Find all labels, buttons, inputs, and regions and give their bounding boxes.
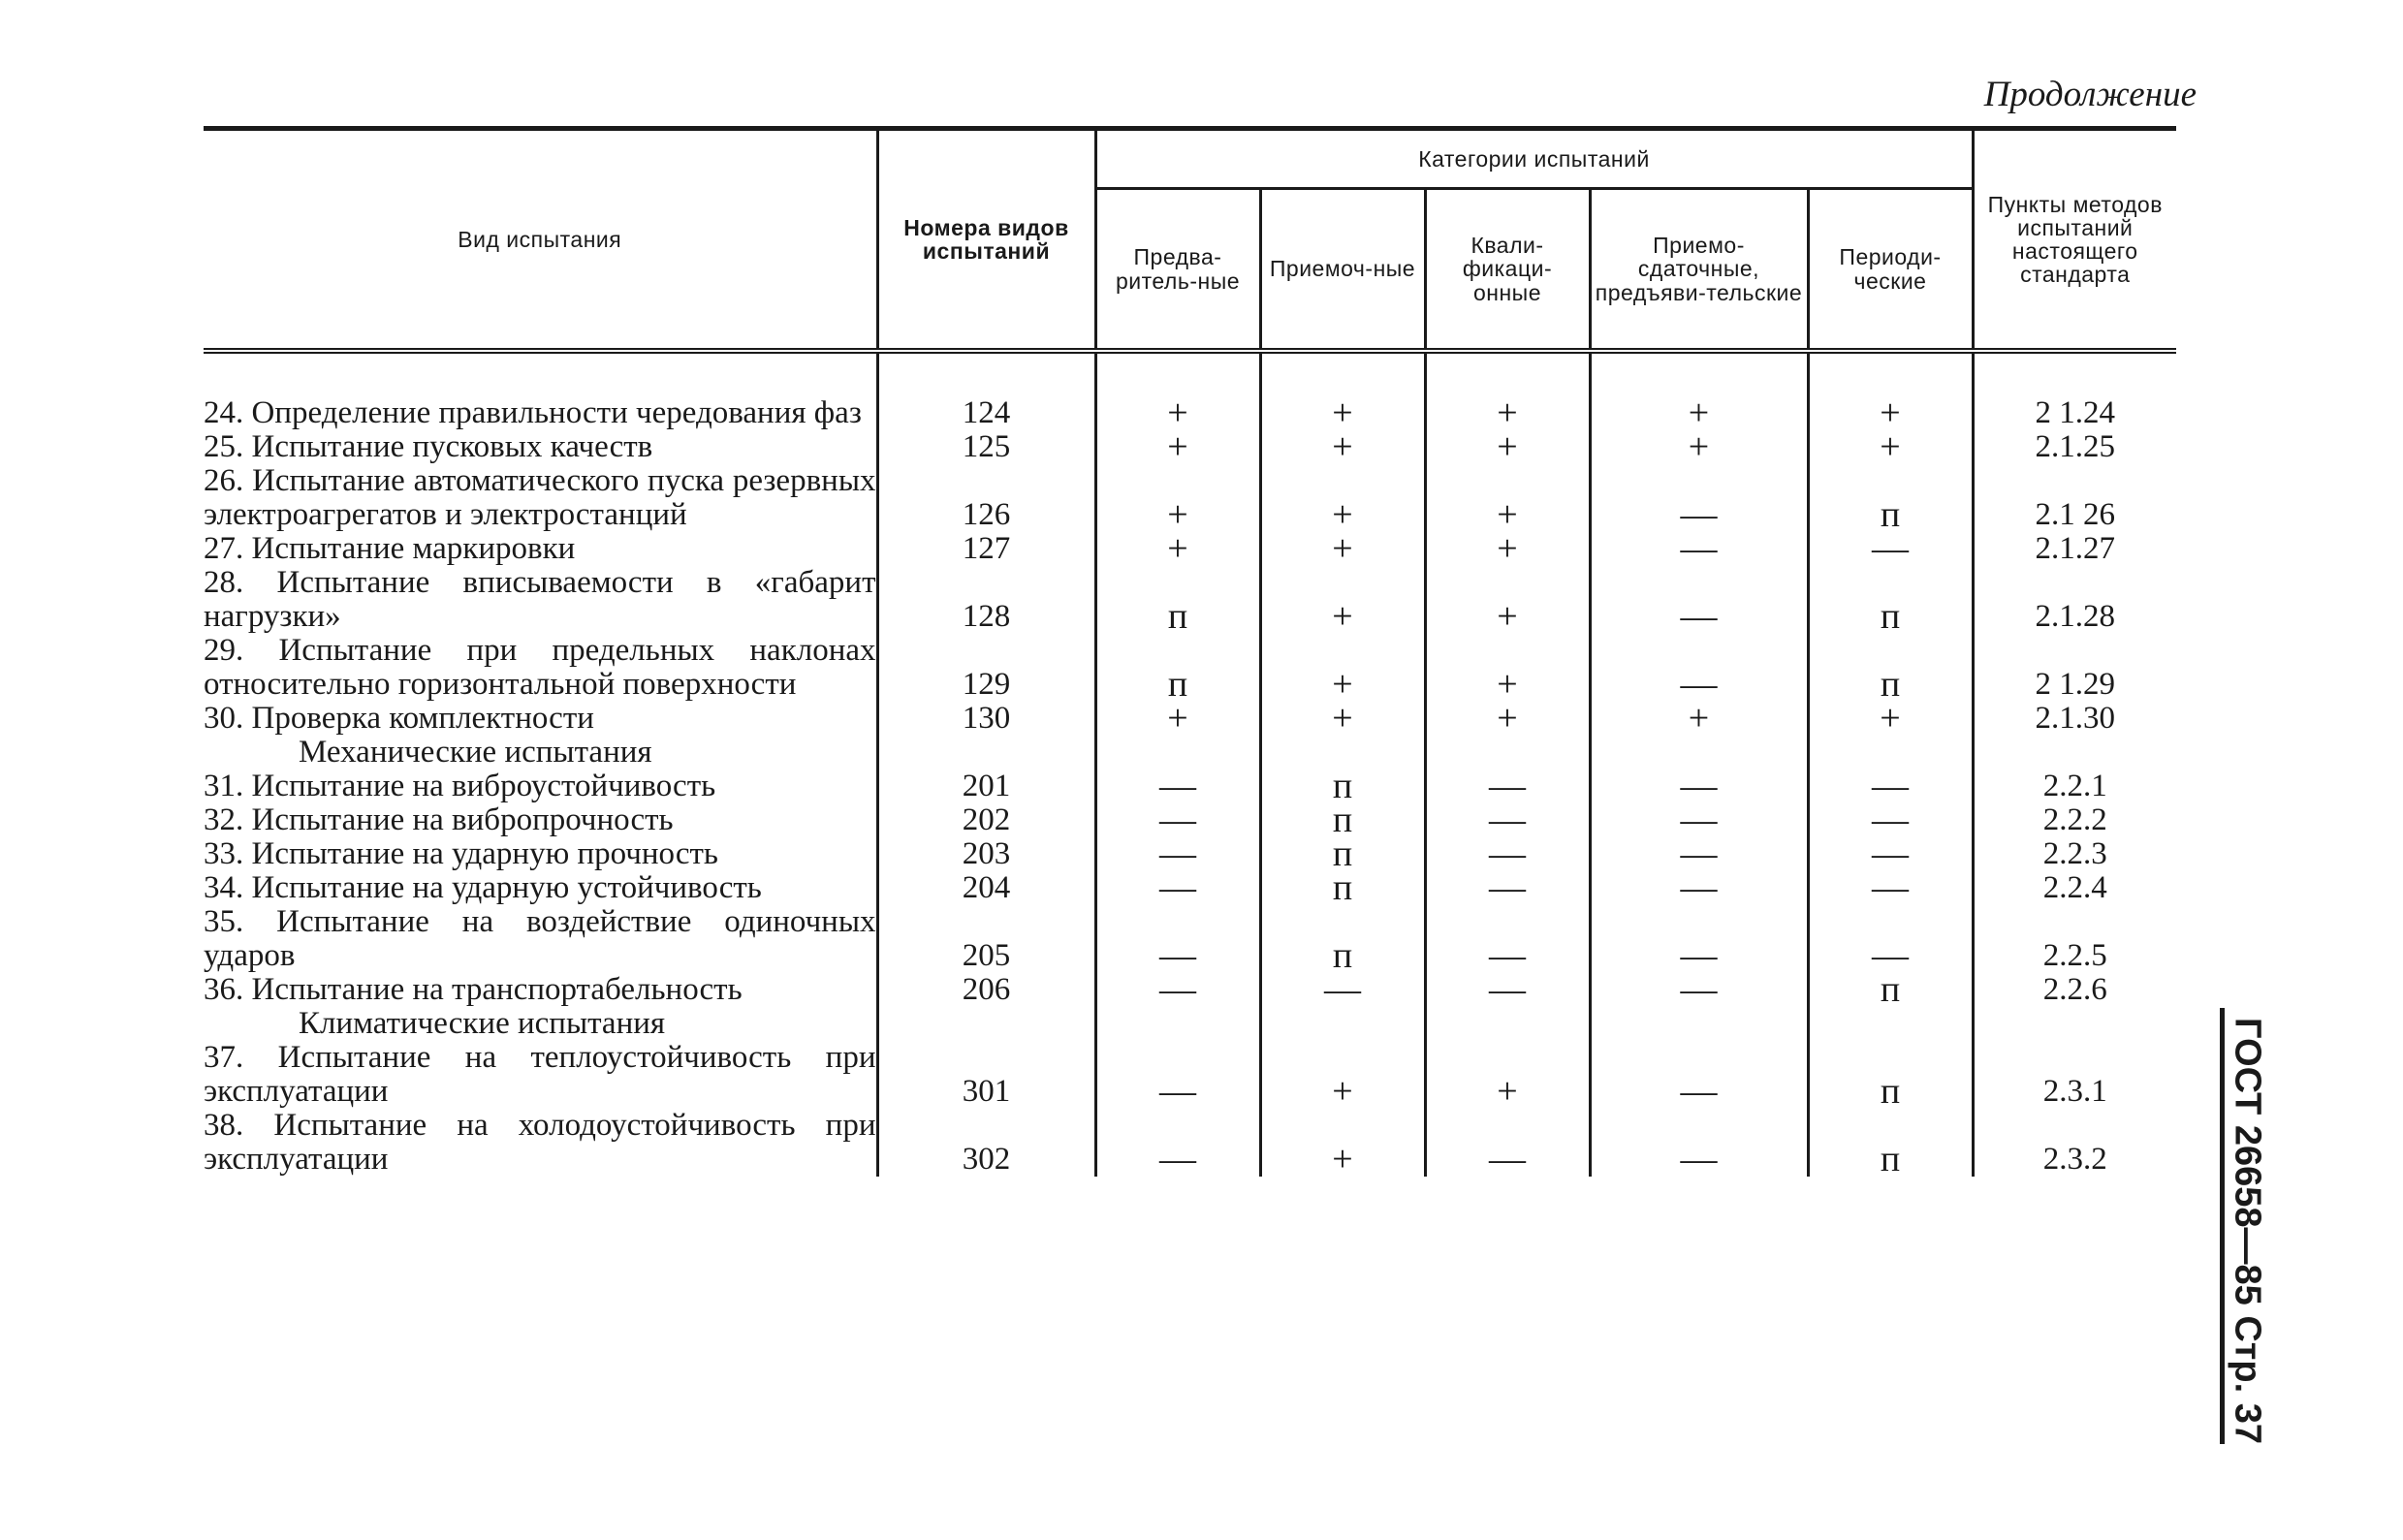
header-categories: Категории испытаний: [1095, 129, 1973, 189]
header-preliminary: Предва-ритель-ные: [1095, 189, 1260, 352]
test-name: 35. Испытание на воздействие одиночных ударов: [204, 904, 876, 973]
test-name: 37. Испытание на теплоустойчивость при эксплуатации: [204, 1040, 876, 1109]
periodic-mark: —: [1808, 871, 1973, 905]
acceptance-mark: +: [1260, 464, 1425, 532]
delivery-mark: —: [1590, 837, 1808, 871]
qualification-mark: —: [1425, 1109, 1590, 1177]
method-clause: 2.2.4: [1973, 871, 2176, 905]
delivery-mark: —: [1590, 905, 1808, 973]
acceptance-mark: п: [1260, 837, 1425, 871]
test-number: 202: [877, 803, 1095, 837]
method-clause: 2.2.5: [1973, 905, 2176, 973]
method-clause: 2.1.30: [1973, 702, 2176, 736]
acceptance-mark: +: [1260, 1109, 1425, 1177]
periodic-mark: п: [1808, 634, 1973, 702]
test-name: 26. Испытание автоматического пуска резервных электроагрегатов и электростанций: [204, 463, 876, 532]
preliminary-mark: +: [1095, 464, 1260, 532]
table-row: [204, 634, 2176, 702]
header-method-clauses: Пункты методов испытаний настоящего стандарта: [1973, 129, 2176, 352]
qualification-mark: +: [1425, 532, 1590, 566]
table-row: [204, 464, 2176, 532]
empty-cell: [1095, 736, 1260, 770]
delivery-mark: +: [1590, 351, 1808, 430]
acceptance-mark: п: [1260, 905, 1425, 973]
empty-cell: [1808, 736, 1973, 770]
continuation-label: Продолжение: [1983, 75, 2197, 114]
periodic-mark: —: [1808, 770, 1973, 803]
test-number: 124: [877, 351, 1095, 430]
test-number: 201: [877, 770, 1095, 803]
test-name: 29. Испытание при предельных наклонах относительно горизонтальной поверхности: [204, 633, 876, 702]
delivery-mark: —: [1590, 973, 1808, 1007]
test-number: 204: [877, 871, 1095, 905]
table-row: [204, 871, 2176, 905]
periodic-mark: —: [1808, 532, 1973, 566]
test-number: 129: [877, 634, 1095, 702]
delivery-mark: +: [1590, 702, 1808, 736]
qualification-mark: —: [1425, 973, 1590, 1007]
periodic-mark: +: [1808, 351, 1973, 430]
header-delivery: Приемо-сдаточные, предъяви-тельские: [1590, 189, 1808, 352]
preliminary-mark: +: [1095, 351, 1260, 430]
periodic-mark: п: [1808, 1041, 1973, 1109]
test-name: 27. Испытание маркировки: [204, 531, 576, 566]
qualification-mark: —: [1425, 770, 1590, 803]
test-name: 25. Испытание пусковых качеств: [204, 429, 653, 464]
qualification-mark: —: [1425, 803, 1590, 837]
periodic-mark: —: [1808, 803, 1973, 837]
method-clause: 2 1.24: [1973, 351, 2176, 430]
acceptance-mark: +: [1260, 532, 1425, 566]
delivery-mark: —: [1590, 770, 1808, 803]
table-row: [204, 973, 2176, 1007]
preliminary-mark: +: [1095, 702, 1260, 736]
empty-cell: [1260, 1007, 1425, 1041]
acceptance-mark: +: [1260, 634, 1425, 702]
table-row: [204, 803, 2176, 837]
test-name: 34. Испытание на ударную устойчивость: [204, 870, 762, 905]
test-name: 36. Испытание на транспортабельность: [204, 972, 743, 1007]
section-title: Механические испытания: [299, 735, 652, 770]
method-clause: 2.2.2: [1973, 803, 2176, 837]
empty-cell: [1425, 736, 1590, 770]
acceptance-mark: +: [1260, 566, 1425, 634]
acceptance-mark: +: [1260, 351, 1425, 430]
tests-table: [204, 126, 2176, 1177]
empty-cell: [1590, 736, 1808, 770]
preliminary-mark: —: [1095, 770, 1260, 803]
table-row: [204, 837, 2176, 871]
table-row: [204, 702, 2176, 736]
delivery-mark: —: [1590, 634, 1808, 702]
table-row: [204, 905, 2176, 973]
test-name: 24. Определение правильности чередования фаз: [204, 395, 862, 430]
delivery-mark: —: [1590, 566, 1808, 634]
header-periodic: Периоди-ческие: [1808, 189, 1973, 352]
test-name: 32. Испытание на вибропрочность: [204, 802, 674, 837]
periodic-mark: п: [1808, 973, 1973, 1007]
test-number: 126: [877, 464, 1095, 532]
empty-cell: [877, 736, 1095, 770]
test-name: 31. Испытание на виброустойчивость: [204, 769, 716, 803]
method-clause: 2.3.1: [1973, 1041, 2176, 1109]
acceptance-mark: +: [1260, 430, 1425, 464]
delivery-mark: —: [1590, 532, 1808, 566]
method-clause: 2.1.25: [1973, 430, 2176, 464]
qualification-mark: +: [1425, 702, 1590, 736]
method-clause: 2.1.28: [1973, 566, 2176, 634]
empty-cell: [1425, 1007, 1590, 1041]
test-name: 28. Испытание вписываемости в «габарит нагрузки»: [204, 565, 876, 634]
periodic-mark: п: [1808, 464, 1973, 532]
section-row: [204, 736, 2176, 770]
test-number: 301: [877, 1041, 1095, 1109]
preliminary-mark: —: [1095, 837, 1260, 871]
preliminary-mark: —: [1095, 1041, 1260, 1109]
acceptance-mark: п: [1260, 770, 1425, 803]
preliminary-mark: п: [1095, 566, 1260, 634]
empty-cell: [1260, 736, 1425, 770]
preliminary-mark: п: [1095, 634, 1260, 702]
test-name: 33. Испытание на ударную прочность: [204, 836, 718, 871]
acceptance-mark: +: [1260, 1041, 1425, 1109]
preliminary-mark: —: [1095, 905, 1260, 973]
section-row: [204, 1007, 2176, 1041]
method-clause: 2.2.3: [1973, 837, 2176, 871]
table-row: [204, 351, 2176, 430]
empty-cell: [877, 1007, 1095, 1041]
preliminary-mark: —: [1095, 973, 1260, 1007]
method-clause: 2.1 26: [1973, 464, 2176, 532]
delivery-mark: —: [1590, 871, 1808, 905]
qualification-mark: +: [1425, 566, 1590, 634]
test-number: 205: [877, 905, 1095, 973]
qualification-mark: +: [1425, 464, 1590, 532]
acceptance-mark: +: [1260, 702, 1425, 736]
page-footer-standard: ГОСТ 26658—85 Стр. 37: [2227, 1018, 2268, 1445]
test-number: 127: [877, 532, 1095, 566]
header-test-numbers: Номера видов испытаний: [877, 129, 1095, 352]
header-acceptance: Приемоч-ные: [1260, 189, 1425, 352]
delivery-mark: —: [1590, 1041, 1808, 1109]
empty-cell: [1590, 1007, 1808, 1041]
method-clause: 2.3.2: [1973, 1109, 2176, 1177]
periodic-mark: +: [1808, 702, 1973, 736]
table-body: [204, 351, 2176, 1177]
preliminary-mark: —: [1095, 1109, 1260, 1177]
method-clause: 2.2.1: [1973, 770, 2176, 803]
table-header: [204, 129, 2176, 352]
qualification-mark: +: [1425, 634, 1590, 702]
periodic-mark: —: [1808, 905, 1973, 973]
header-test-type: Вид испытания: [458, 226, 622, 252]
method-clause: 2 1.29: [1973, 634, 2176, 702]
test-number: 302: [877, 1109, 1095, 1177]
preliminary-mark: —: [1095, 803, 1260, 837]
method-clause: 2.1.27: [1973, 532, 2176, 566]
test-name: 38. Испытание на холодоустойчивость при эксплуатации: [204, 1108, 876, 1177]
periodic-mark: —: [1808, 837, 1973, 871]
periodic-mark: п: [1808, 1109, 1973, 1177]
table-row: [204, 1041, 2176, 1109]
table-row: [204, 532, 2176, 566]
acceptance-mark: п: [1260, 803, 1425, 837]
delivery-mark: —: [1590, 464, 1808, 532]
qualification-mark: +: [1425, 351, 1590, 430]
table-row: [204, 430, 2176, 464]
acceptance-mark: —: [1260, 973, 1425, 1007]
qualification-mark: +: [1425, 1041, 1590, 1109]
table-row: [204, 770, 2176, 803]
qualification-mark: —: [1425, 837, 1590, 871]
periodic-mark: п: [1808, 566, 1973, 634]
test-number: 130: [877, 702, 1095, 736]
test-number: 203: [877, 837, 1095, 871]
table-row: [204, 1109, 2176, 1177]
qualification-mark: +: [1425, 430, 1590, 464]
test-name: 30. Проверка комплектности: [204, 701, 594, 736]
test-number: 128: [877, 566, 1095, 634]
method-clause: 2.2.6: [1973, 973, 2176, 1007]
test-number: 206: [877, 973, 1095, 1007]
qualification-mark: —: [1425, 905, 1590, 973]
preliminary-mark: +: [1095, 430, 1260, 464]
empty-cell: [1973, 736, 2176, 770]
empty-cell: [1095, 1007, 1260, 1041]
test-number: 125: [877, 430, 1095, 464]
section-title: Климатические испытания: [299, 1006, 666, 1041]
periodic-mark: +: [1808, 430, 1973, 464]
empty-cell: [1808, 1007, 1973, 1041]
delivery-mark: —: [1590, 803, 1808, 837]
preliminary-mark: —: [1095, 871, 1260, 905]
header-qualification: Квали-фикаци-онные: [1425, 189, 1590, 352]
acceptance-mark: п: [1260, 871, 1425, 905]
table-row: [204, 566, 2176, 634]
delivery-mark: —: [1590, 1109, 1808, 1177]
preliminary-mark: +: [1095, 532, 1260, 566]
qualification-mark: —: [1425, 871, 1590, 905]
delivery-mark: +: [1590, 430, 1808, 464]
empty-cell: [1973, 1007, 2176, 1041]
